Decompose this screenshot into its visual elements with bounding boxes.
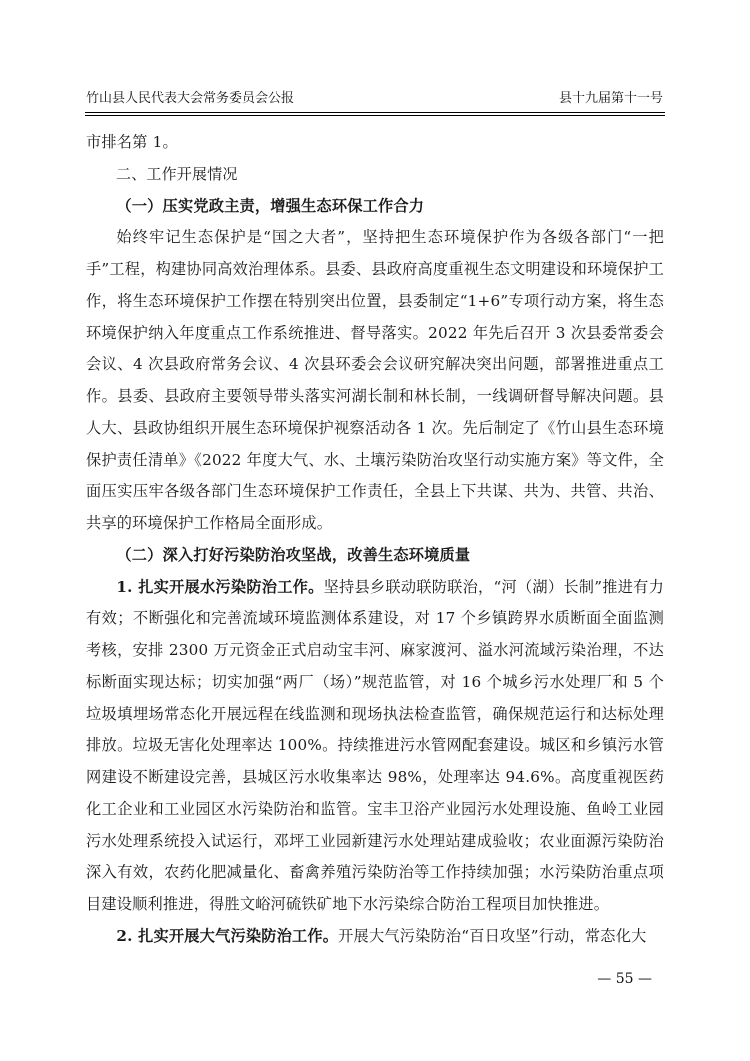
paragraph-water-pollution: [86, 572, 664, 921]
page-number: — 55 —: [597, 971, 652, 987]
document-body: [86, 127, 664, 953]
subsection-heading-2: （二）深入打好污染防治攻坚战，改善生态环境质量: [116, 545, 471, 564]
paragraph-air-pollution: [86, 921, 664, 953]
header-publication-title: 竹山县人民代表大会常务委员会公报: [86, 91, 295, 106]
section-heading: 二、工作开展情况: [116, 164, 238, 183]
paragraph-lead-water: 1. 扎实开展水污染防治工作。: [116, 577, 324, 596]
paragraph-text-air: 开展大气污染防治“百日攻坚”行动，常态化大: [338, 926, 647, 945]
subsection-heading-1: （一）压实党政主责，增强生态环保工作合力: [116, 196, 425, 215]
paragraph-party-responsibility: 始终牢记生态保护是“国之大者”，坚持把生态环境保护作为各级各部门“一把手”工程，构建协同高效治理体系。县委、县政府高度重视生态文明建设和环境保护工作，将生态环境保护工作摆在特别突出位置，县委制定“1+6”专项行动方案，将生态环境保护纳入年度重点工作系统推进、督导落实。2022 年先后召开 3 次县委常委会会议、4 次县政府常务会议、4 次县环委会会议研究解决突出问题，部署推进重点工作。县委、县政府主要领导带头落实河湖长制和林长制，一线调研督导解决问题。县人大、县政协组织开展生态环境保护视察活动各 1 次。先后制定了《竹山县生态环境保护责任清单》《2022 年度大气、水、土壤污染防治攻坚行动实施方案》等文件，全面压实压牢各级各部门生态环境保护工作责任，全县上下共谋、共为、共管、共治、共享的环境保护工作格局全面形成。: [86, 228, 664, 532]
header-rule-bottom: [85, 115, 665, 116]
paragraph-continuation: 市排名第 1。: [86, 133, 178, 151]
header-issue-number: 县十九届第十一号: [558, 91, 663, 106]
header-rule-top: [85, 112, 665, 113]
paragraph-lead-air: 2. 扎实开展大气污染防治工作。: [116, 926, 339, 945]
paragraph-text-water: 坚持县乡联动联防联治，“河（湖）长制”推进有力有效；不断强化和完善流域环境监测体系建设，对 17 个乡镇跨界水质断面全面监测考核，安排 2300 万元资金正式启动宝丰河、麻家渡河、溢水河流域污染治理，不达标断面实现达标；切实加强“两厂（场）”规范监管，对 16 个城乡污水处理厂和 5 个垃圾填埋场常态化开展远程在线监测和现场执法检查监管，确保规范运行和达标处理排放。垃圾无害化处理率达 100%。持续推进污水管网配套建设。城区和乡镇污水管网建设不断建设完善，县城区污水收集率达 98%，处理率达 94.6%。高度重视医药化工企业和工业园区水污染防治和监管。宝丰卫浴产业园污水处理设施、鱼岭工业园污水处理系统投入试运行，邓坪工业园新建污水处理站建成验收；农业面源污染防治深入有效，农药化肥减量化、畜禽养殖污染防治等工作持续加强；水污染防治重点项目建设顺利推进，得胜文峪河硫铁矿地下水污染综合防治工程项目加快推进。: [86, 577, 664, 913]
